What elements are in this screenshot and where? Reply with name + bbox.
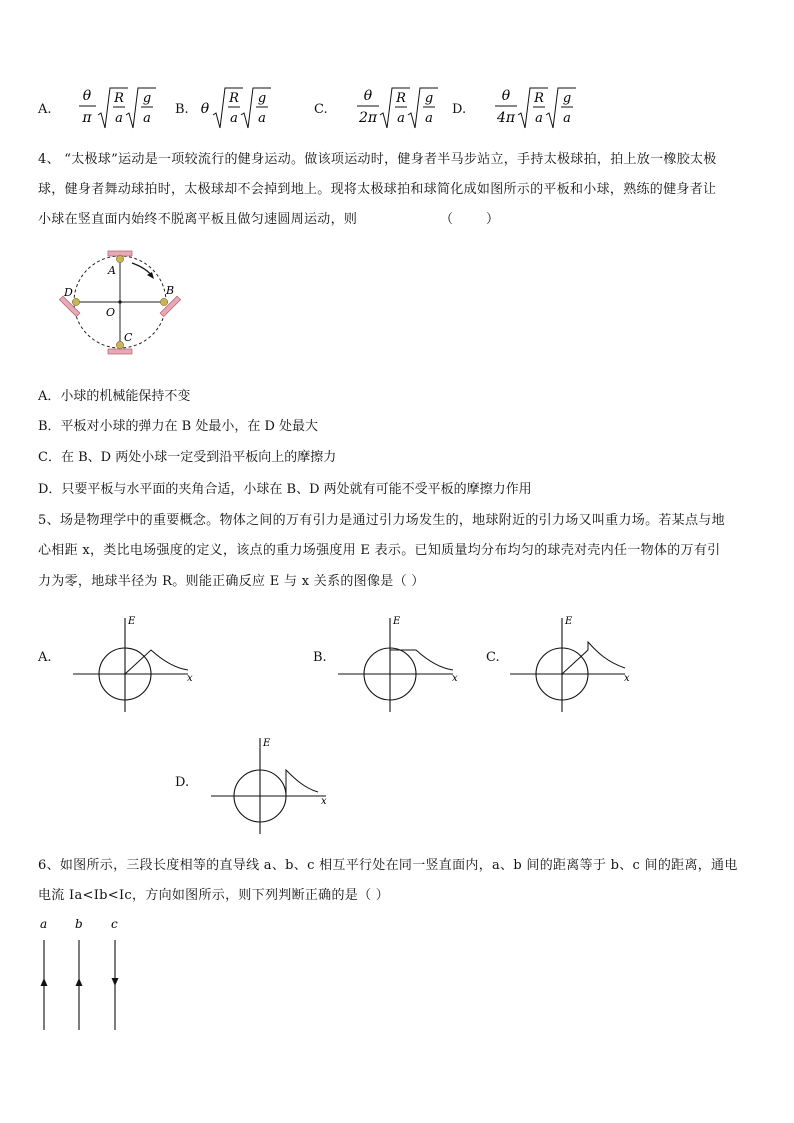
ball-a xyxy=(116,255,123,262)
q3-option-d[interactable] xyxy=(452,84,580,134)
svg-text:R: R xyxy=(228,91,239,106)
svg-text:g: g xyxy=(257,91,266,106)
svg-text:B: B xyxy=(166,284,175,297)
current-arrow-c-down xyxy=(112,978,119,986)
svg-text:x: x xyxy=(452,673,458,684)
q3-option-c[interactable] xyxy=(314,84,442,134)
svg-text:x: x xyxy=(321,796,327,807)
option-label: D. xyxy=(452,101,467,117)
svg-text:b: b xyxy=(75,917,83,931)
current-arrow-b-up xyxy=(76,978,83,986)
svg-text:A: A xyxy=(108,264,116,277)
q5-graph-b xyxy=(335,612,465,716)
svg-text:R: R xyxy=(395,91,406,106)
theta: θ xyxy=(82,88,91,104)
q6-stem-line-1: 6、如图所示，三段长度相等的直导线 a、b、c 相互平行处在同一竖直面内，a、b 间的距离等于 b、c 间的距离，通电 xyxy=(38,858,738,873)
q5-graph-c-label[interactable]: C. xyxy=(486,650,500,665)
center-dot xyxy=(118,300,121,303)
option-label: C. xyxy=(314,101,328,117)
q5-graph-a xyxy=(70,612,200,716)
formula-c xyxy=(336,84,442,134)
formula-a xyxy=(60,84,160,134)
svg-text:a: a xyxy=(114,111,123,126)
svg-text:a: a xyxy=(40,917,48,931)
q5-graph-c xyxy=(507,612,637,716)
svg-text:a: a xyxy=(563,111,571,126)
svg-text:g: g xyxy=(424,91,433,106)
ball-c xyxy=(116,341,123,348)
svg-text:x: x xyxy=(187,673,193,684)
theta: θ xyxy=(363,88,372,104)
svg-text:x: x xyxy=(624,673,630,684)
formula-d xyxy=(474,84,580,134)
theta: θ xyxy=(501,88,511,104)
svg-text:E: E xyxy=(263,738,271,749)
ball-d xyxy=(72,298,79,305)
plate-c xyxy=(108,349,132,354)
q3-option-a[interactable] xyxy=(38,84,160,134)
svg-text:E: E xyxy=(128,616,136,627)
q3-options xyxy=(0,84,794,134)
q5-stem-line-3: 力为零，地球半径为 R。则能正确反应 E 与 x 关系的图像是（ ） xyxy=(38,574,425,589)
svg-text:a: a xyxy=(535,111,543,126)
denominator: π xyxy=(81,110,92,126)
svg-text:C: C xyxy=(124,331,133,344)
option-label: B. xyxy=(175,101,189,117)
svg-text:a: a xyxy=(424,111,433,126)
svg-text:a: a xyxy=(229,111,238,126)
formula-b xyxy=(197,84,281,134)
q4-choice-c[interactable]: C．在 B、D 两处小球一定受到沿平板向上的摩擦力 xyxy=(38,450,337,465)
svg-text:g: g xyxy=(562,91,572,106)
q4-choice-b[interactable]: B．平板对小球的弹力在 B 处最小，在 D 处最大 xyxy=(38,419,319,434)
q5-graph-b-label[interactable]: B. xyxy=(313,650,327,665)
current-arrow-a-up xyxy=(41,978,48,986)
q4-choice-a[interactable]: A．小球的机械能保持不变 xyxy=(38,389,191,404)
svg-text:c: c xyxy=(111,917,118,931)
theta: θ xyxy=(200,101,209,117)
q5-stem-line-1: 5、场是物理学中的重要概念。物体之间的万有引力是通过引力场发生的，地球附近的引力场又叫重力场。若某点与地 xyxy=(38,513,725,528)
q5-graph-d-label[interactable]: D. xyxy=(175,775,190,790)
svg-text:R: R xyxy=(534,91,544,106)
q5-graph-d xyxy=(208,734,338,838)
svg-text:g: g xyxy=(142,91,151,106)
svg-text:R: R xyxy=(113,91,124,106)
svg-text:E: E xyxy=(565,616,573,627)
q5-graph-a-label[interactable]: A. xyxy=(38,650,52,665)
q4-stem-line-1: 4、 “太极球”运动是一项较流行的健身运动。做该项运动时，健身者半马步站立，手持太极球拍，拍上放一橡胶太极 xyxy=(38,152,717,167)
q4-figure xyxy=(58,244,188,364)
svg-text:O: O xyxy=(106,306,116,319)
denominator: 4π xyxy=(497,110,516,126)
svg-text:a: a xyxy=(396,111,405,126)
option-label: A. xyxy=(38,101,52,117)
q5-stem-line-2: 心相距 x，类比电场强度的定义，该点的重力场强度用 E 表示。已知质量均分布均匀的球壳对壳内任一物体的万有引 xyxy=(38,543,721,558)
q3-option-b[interactable] xyxy=(175,84,281,134)
q4-choice-d[interactable]: D．只要平板与水平面的夹角合适，小球在 B、D 两处就有可能不受平板的摩擦力作用 xyxy=(38,482,532,497)
svg-text:a: a xyxy=(257,111,266,126)
q6-stem-line-2: 电流 Ia<Ib<Ic，方向如图所示，则下列判断正确的是（ ） xyxy=(38,888,390,903)
svg-text:a: a xyxy=(142,111,151,126)
ball-b xyxy=(160,298,167,305)
q4-stem-line-3: 小球在竖直面内始终不脱离平板且做匀速圆周运动，则 xyxy=(38,212,358,227)
q4-answer-paren: （ ） xyxy=(440,212,500,227)
svg-text:D: D xyxy=(64,286,73,299)
denominator: 2π xyxy=(358,110,377,126)
svg-text:E: E xyxy=(393,616,401,627)
q6-wires-figure xyxy=(30,912,140,1037)
q4-stem-line-2: 球，健身者舞动球拍时，太极球却不会掉到地上。现将太极球拍和球简化成如图所示的平板和小球，熟练的健身者让 xyxy=(38,182,717,197)
